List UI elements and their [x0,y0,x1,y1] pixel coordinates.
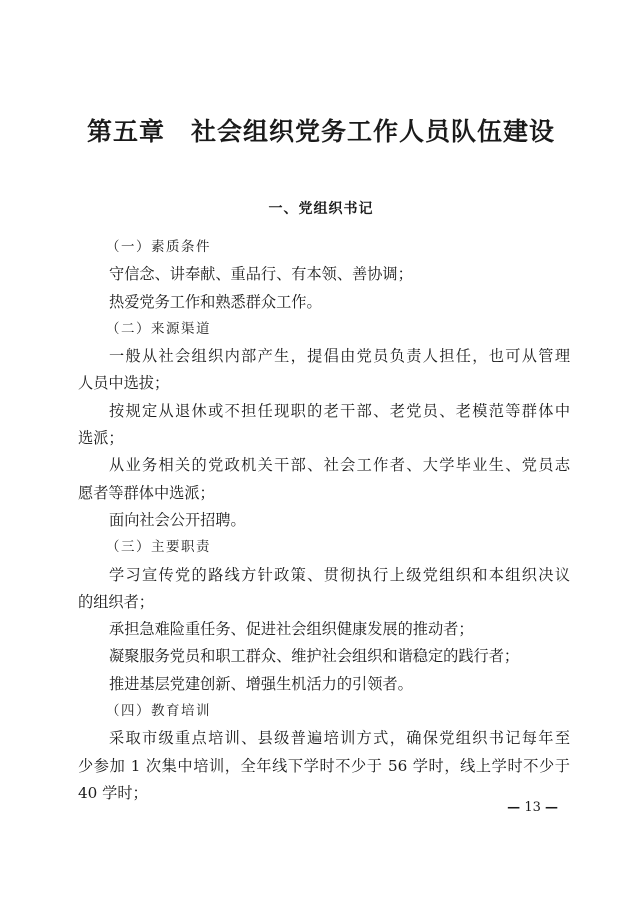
paragraph-line: 守信念、讲奉献、重品行、有本领、善协调； [109,265,413,284]
paragraph-line: 从业务相关的党政机关干部、社会工作者、大学毕业生、党员志 [109,456,570,475]
paragraph-line: 愿者等群体中选派； [78,483,215,502]
chapter-title [0,112,642,148]
subsection-heading: （四）教育培训 [106,703,211,720]
subsection-heading: （三）主要职责 [106,539,211,556]
paragraph-line: 凝聚服务党员和职工群众、维护社会组织和谐稳定的践行者； [109,647,520,666]
paragraph-line: 40 学时； [78,783,148,802]
section-title: 一、党组织书记 [268,201,374,217]
paragraph-line: 学习宣传党的路线方针政策、贯彻执行上级党组织和本组织决议 [109,565,570,584]
subsection-heading: （一）素质条件 [106,239,211,255]
paragraph-line: 一般从社会组织内部产生，提倡由党员负责人担任，也可从管理 [109,347,570,366]
page-number-value: 13 [524,800,541,815]
page-dash-right: — [545,800,558,815]
chapter-number: 第五章 [86,117,165,146]
paragraph-line: 少参加 1 次集中培训，全年线下学时不少于 56 学时，线上学时不少于 [78,756,570,775]
page-number [507,800,558,815]
body-text [78,234,570,807]
paragraph-line: 的组织者； [78,592,154,611]
paragraph-line: 热爱党务工作和熟悉群众工作。 [109,292,322,311]
paragraph-line: 选派； [78,429,124,448]
paragraph-line: 推进基层党建创新、增强生机活力的引领者。 [109,674,413,693]
paragraph-line: 按规定从退休或不担任现职的老干部、老党员、老模范等群体中 [109,401,570,420]
subsection-heading: （二）来源渠道 [106,320,211,337]
paragraph-line: 承担急难险重任务、促进社会组织健康发展的推动者； [109,620,474,639]
page-dash-left: — [507,800,521,815]
chapter-name: 社会组织党务工作人员队伍建设 [191,117,556,146]
paragraph-line: 面向社会公开招聘。 [109,510,246,529]
paragraph-line: 采取市级重点培训、县级普遍培训方式，确保党组织书记每年至 [109,729,570,748]
paragraph-line: 人员中选拔； [78,374,170,393]
